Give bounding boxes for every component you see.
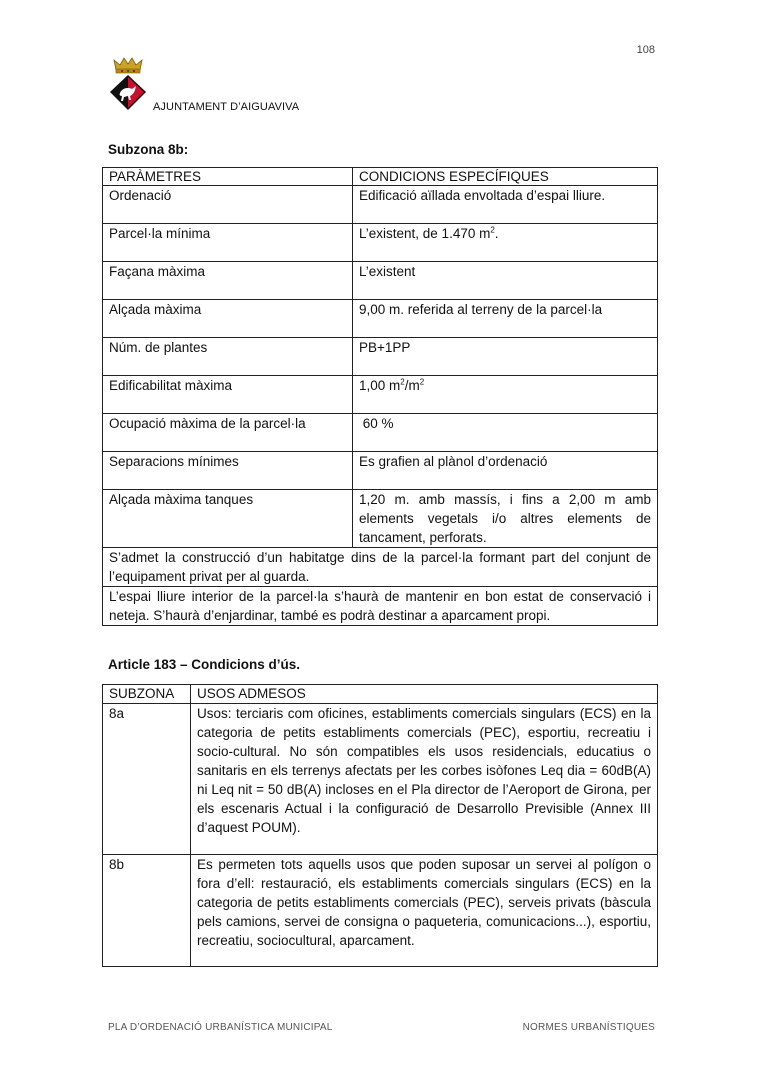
parameter-label: Alçada màxima tanques	[103, 490, 353, 548]
parameter-label: Edificabilitat màxima	[103, 376, 353, 414]
table-note-row	[103, 587, 658, 626]
parameter-value: Edificació aïllada envoltada d’espai lliure.	[353, 186, 658, 224]
parameter-label: Parcel·la mínima	[103, 224, 353, 262]
table-row	[103, 704, 658, 855]
table-note: L’espai lliure interior de la parcel·la s’haurà de mantenir en bon estat de conservació i neteja. S’haurà d’enjardinar, també es podrà destinar a aparcament propi.	[103, 587, 658, 626]
column-header: USOS ADMESOS	[191, 685, 658, 704]
parameter-value: PB+1PP	[353, 338, 658, 376]
table-row	[103, 262, 658, 300]
allowed-uses: Es permeten tots aquells usos que poden suposar un servei al polígon o fora d’ell: restauració, els establiments comercials singulars (ECS) en la categoria de petits establiments comercials (PEC), serveis privats (bàscula pels camions, servei de consigna o paqueteria, comunicacions...), esportiu, recreatiu, sociocultural, aparcament.	[191, 855, 658, 967]
table-row	[103, 855, 658, 967]
table-row	[103, 338, 658, 376]
table-row	[103, 186, 658, 224]
parameter-value: L’existent	[353, 262, 658, 300]
parameter-label: Ordenació	[103, 186, 353, 224]
table-row	[103, 224, 658, 262]
footer-right: NORMES URBANÍSTIQUES	[522, 1022, 655, 1033]
section-title: Subzona 8b:	[108, 142, 189, 157]
column-header: PARÀMETRES	[103, 168, 353, 186]
footer-left: PLA D’ORDENACIÓ URBANÍSTICA MUNICIPAL	[108, 1022, 333, 1033]
table-row	[103, 490, 658, 548]
municipal-coat-of-arms-icon	[108, 56, 148, 112]
table-note-row	[103, 548, 658, 587]
parameter-value: 1,00 $m^2/m^2$	[353, 376, 658, 414]
parameter-value: Es grafien al plànol d’ordenació	[353, 452, 658, 490]
parameter-value: L’existent, de 1.470 $m^2$.	[353, 224, 658, 262]
parameter-label: Separacions mínimes	[103, 452, 353, 490]
organization-name: AJUNTAMENT D’AIGUAVIVA	[153, 101, 300, 113]
uses-table	[102, 684, 658, 967]
table-row	[103, 300, 658, 338]
allowed-uses: Usos: terciaris com oficines, establiments comercials singulars (ECS) en la categoria de petits establiments comercials (PEC), esportiu, recreatiu i socio-cultural. No són compatibles els usos residencials, educatius o sanitaris en els terrenys afectats per les corbes isòfones Leq dia = 60dB(A) ni Leq nit = 50 dB(A) incloses en el Pla director de l’Aeroport de Girona, per els escenaris Actual i la configuració de Desarrollo Previsible (Annex III d’aquest POUM).	[191, 704, 658, 855]
parameter-label: Ocupació màxima de la parcel·la	[103, 414, 353, 452]
table-note: S’admet la construcció d’un habitatge dins de la parcel·la formant part del conjunt de l’equipament privat per al guarda.	[103, 548, 658, 587]
parameter-value: 9,00 m. referida al terreny de la parcel·la	[353, 300, 658, 338]
table-header-row	[103, 168, 658, 186]
table-row	[103, 376, 658, 414]
subzone-code: 8a	[103, 704, 191, 855]
subzone-code: 8b	[103, 855, 191, 967]
parameter-value: 60 %	[353, 414, 658, 452]
parameter-value: 1,20 m. amb massís, i fins a 2,00 m amb elements vegetals i/o altres elements de tancament, perforats.	[353, 490, 658, 548]
parameter-label: Façana màxima	[103, 262, 353, 300]
table-row	[103, 452, 658, 490]
parameter-label: Alçada màxima	[103, 300, 353, 338]
column-header: SUBZONA	[103, 685, 191, 704]
article-title: Article 183 – Condicions d’ús.	[108, 657, 301, 672]
table-row	[103, 414, 658, 452]
parameters-table	[102, 167, 658, 626]
column-header: CONDICIONS ESPECÍFIQUES	[353, 168, 658, 186]
parameter-label: Núm. de plantes	[103, 338, 353, 376]
table-header-row	[103, 685, 658, 704]
page-number: 108	[636, 44, 655, 56]
